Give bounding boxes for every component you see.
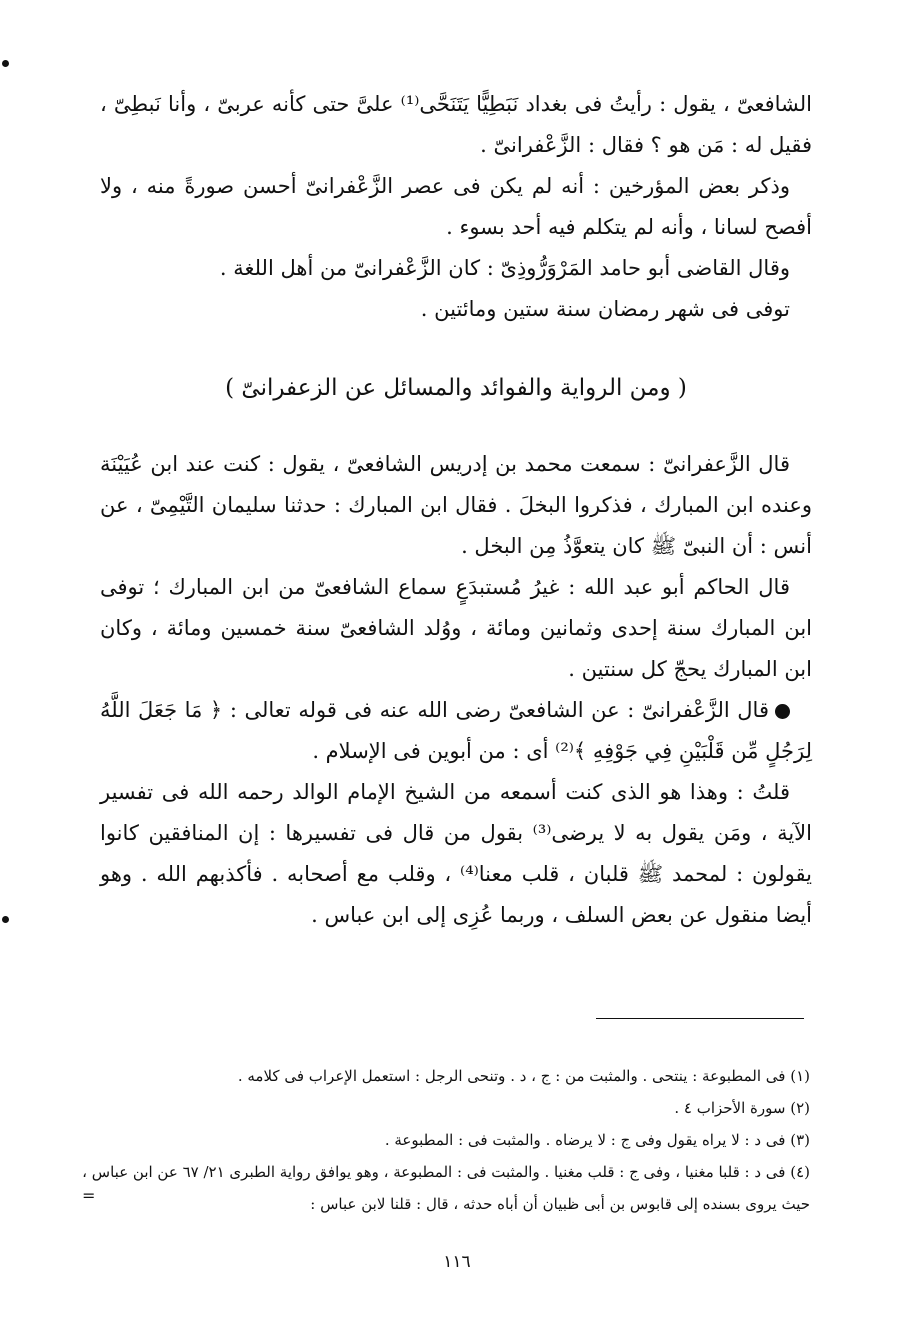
footnotes <box>78 1060 810 1220</box>
paragraph-2: وذكر بعض المؤرخين : أنه لم يكن فى عصر الزَّعْفرانىّ أحسن صورةً منه ، ولا أفصح لسانا ، وأنه لم يتكلم فيه أحد بسوء . <box>100 174 812 239</box>
paragraph-6: قال الحاكم أبو عبد الله : غيرُ مُستبدَعٍ سماع الشافعىّ من ابن المبارك ؛ توفى ابن المبارك سنة إحدى وثمانين ومائة ، ووُلد الشافعىّ سنة خمسين ومائة ، وكان ابن المبارك يحجّ كل سنتين . <box>100 575 812 681</box>
paragraph-5: قال الزَّعفرانىّ : سمعت محمد بن إدريس الشافعىّ ، يقول : كنت عند ابن عُيَيْنَة وعنده ابن المبارك ، فذكروا البخلَ . فقال ابن المبارك : حدثنا سليمان التَّيْمِىّ ، عن أنس : أن النبىّ ﷺ كان يتعوَّذُ مِن البخل . <box>100 452 812 558</box>
paragraph-7 <box>100 690 812 772</box>
footnote-divider <box>596 1018 804 1019</box>
paragraph-1: الشافعىّ ، يقول : رأيتُ فى بغداد نَبَطِيًّا يَتَنَحَّى⁽¹⁾ علىَّ حتى كأنه عربىّ ، وأنا نَبطِىّ ، فقيل له : مَن هو ؟ فقال : الزَّعْفرانىّ . <box>100 92 812 157</box>
bullet-icon <box>775 704 790 719</box>
paragraph-8: قلتُ : وهذا هو الذى كنت أسمعه من الشيخ الإمام الوالد رحمه الله فى تفسير الآية ، ومَن يقول به لا يرضى⁽³⁾ بقول من قال فى تفسيرها : إن المنافقين كانوا يقولون : لمحمد ﷺ قلبان ، قلب معنا⁽⁴⁾ ، وقلب مع أصحابه . فأكذبهم الله . وهو أيضا منقول عن بعض السلف ، وربما عُزِى إلى ابن عباس . <box>100 780 812 927</box>
continuation-mark: = <box>82 1186 96 1205</box>
footnote-4-continued: حيث يروى بسنده إلى قابوس بن أبى ظبيان أن أباه حدثه ، قال : قلنا لابن عباس : <box>310 1195 810 1213</box>
section-heading: ( ومن الرواية والفوائد والمسائل عن الزعفرانىّ ) <box>225 375 687 401</box>
paragraph-4: توفى فى شهر رمضان سنة ستين ومائتين . <box>420 297 790 321</box>
page-number: ١١٦ <box>443 1252 471 1272</box>
paragraph-7-text: قال الزَّعْفرانىّ : عن الشافعىّ رضى الله عنه فى قوله تعالى : ﴿ مَا جَعَلَ اللَّهُ لِرَجُلٍ مِّن قَلْبَيْنِ فِي جَوْفِهِ ﴾⁽²⁾ أى : من أبوين فى الإسلام . <box>100 698 812 763</box>
paragraph-3: وقال القاضى أبو حامد المَرْوَرُّوذِىّ : كان الزَّعْفرانىّ من أهل اللغة . <box>219 256 790 280</box>
footnote-3: (٣) فى د : لا يراه يقول وفى ج : لا يرضاه . والمثبت فى : المطبوعة . <box>384 1131 810 1149</box>
page-body <box>100 84 812 936</box>
footnote-2: (٢) سورة الأحزاب ٤ . <box>674 1099 810 1117</box>
margin-dot-top <box>2 60 9 67</box>
footnote-4: (٤) فى د : قلبا مغنيا ، وفى ج : قلب مغنيا . والمثبت فى : المطبوعة ، وهو يوافق رواية الطبرى ٢١/ ٦٧ عن ابن عباس ، <box>82 1163 810 1181</box>
footnote-1: (١) فى المطبوعة : ينتحى . والمثبت من : ج ، د . وتنحى الرجل : استعمل الإعراب فى كلامه . <box>237 1067 810 1085</box>
margin-dot-middle <box>2 916 9 923</box>
